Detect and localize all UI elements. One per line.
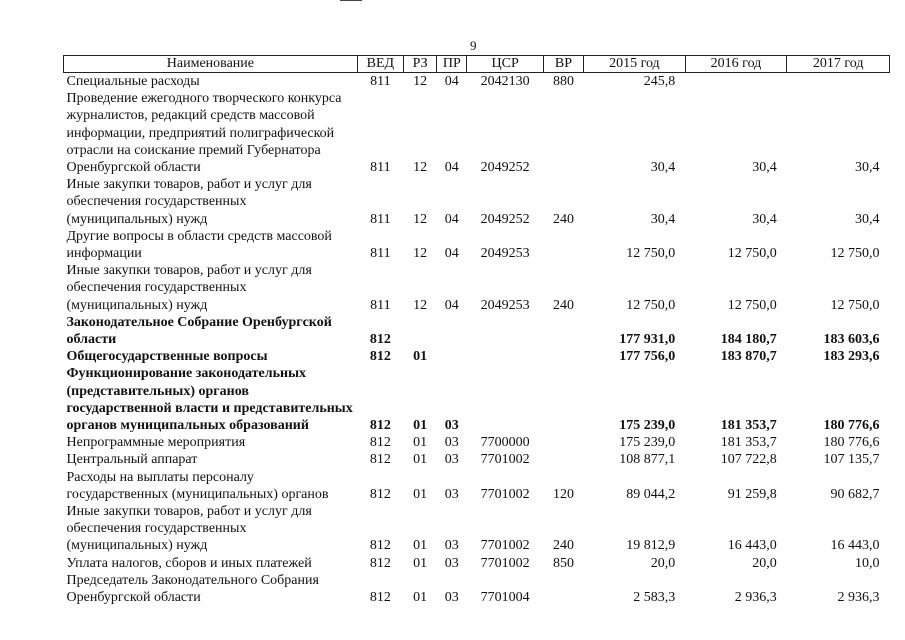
row-value-2017: 180 776,6 [823,435,880,451]
page-number: 9 [470,38,477,53]
row-rz: 12 [413,246,428,262]
row-value-2016: 183 870,7 [720,349,777,365]
row-value-2016: 16 443,0 [727,538,777,554]
row-value-2017: 107 135,7 [823,452,880,468]
row-pr: 03 [444,418,459,434]
row-csr: 2049253 [480,246,530,262]
row-vr: 850 [552,555,574,571]
row-value-2015: 177 756,0 [619,349,676,365]
row-value-2017: 16 443,0 [830,538,880,554]
row-csr [467,348,543,365]
row-value-2015: 245,8 [643,74,676,89]
row-name: Уплата налогов, сборов и иных платежей [66,555,312,571]
header-csr: ЦСР [467,56,543,73]
row-name: Проведение ежегодного творческого конкурса журналистов, редакций средств массовой информации, предприятий полиграфической отрасли на соискание премий Губернатора Оренбургской области [66,91,342,176]
row-name: Непрограммные мероприятия [66,435,246,451]
table-row [64,73,890,91]
table-row [64,176,890,228]
header-2017: 2017 год [787,56,890,73]
table-row [64,228,890,262]
table-row [64,451,890,468]
row-pr: 03 [444,538,459,554]
table-header-row [64,56,890,73]
row-value-2015: 2 583,3 [633,590,676,606]
row-ved: 812 [369,590,391,606]
row-vr: 240 [552,297,574,313]
row-value-2016: 181 353,7 [720,435,777,451]
header-2016: 2016 год [685,56,787,73]
row-csr: 2042130 [480,74,530,89]
row-pr: 04 [444,297,459,313]
row-name: Функционирование законодательных (представительных) органов государственной власти и представительных органов муниципальных образований [66,366,353,434]
row-value-2016: 2 936,3 [734,590,777,606]
row-vr [543,228,583,262]
row-ved: 811 [370,211,391,227]
row-csr: 7701002 [480,486,530,502]
row-rz: 01 [413,590,428,606]
row-value-2016 [685,73,787,91]
row-ved: 812 [369,418,391,434]
row-csr [467,365,543,434]
row-name: Общегосударственные вопросы [66,349,268,365]
row-pr: 04 [444,160,459,176]
table-row [64,262,890,314]
header-ved: ВЕД [357,56,403,73]
table-row [64,314,890,348]
table-row [64,503,890,555]
row-name: Иные закупки товаров, работ и услуг для обеспечения государственных (муниципальных) нужд [66,263,312,313]
row-value-2017: 30,4 [855,160,880,176]
row-rz: 01 [413,555,428,571]
header-name: Наименование [64,56,358,73]
row-value-2016: 20,0 [752,555,777,571]
row-value-2017: 180 776,6 [823,418,880,434]
row-csr: 7701002 [480,555,530,571]
row-rz: 01 [413,435,428,451]
row-value-2016: 12 750,0 [727,246,777,262]
table-row [64,365,890,434]
table-row [64,555,890,572]
row-vr: 120 [552,486,574,502]
row-value-2015: 19 812,9 [626,538,676,554]
row-value-2017: 10,0 [855,555,880,571]
row-value-2015: 89 044,2 [626,486,676,502]
table-body [64,73,890,607]
header-vr: ВР [543,56,583,73]
row-value-2017: 30,4 [855,211,880,227]
row-value-2016: 12 750,0 [727,297,777,313]
row-value-2016: 107 722,8 [720,452,777,468]
row-csr: 7701002 [480,452,530,468]
table-row [64,572,890,606]
row-name: Законодательное Собрание Оренбургской области [66,314,332,348]
row-value-2016: 184 180,7 [720,332,777,348]
row-value-2015: 175 239,0 [619,418,676,434]
row-ved: 812 [369,538,391,554]
row-csr: 2049252 [480,160,530,176]
row-value-2016: 91 259,8 [727,486,777,502]
row-ved: 811 [370,297,391,313]
row-pr: 03 [444,486,459,502]
row-vr [543,314,583,348]
row-value-2017 [787,73,890,91]
row-vr [543,451,583,468]
row-rz: 12 [413,74,428,89]
row-value-2015: 30,4 [650,211,676,227]
row-name: Иные закупки товаров, работ и услуг для обеспечения государственных (муниципальных) нужд [66,177,312,227]
row-pr: 04 [444,246,459,262]
row-rz: 01 [413,452,428,468]
row-ved: 812 [369,452,391,468]
row-csr: 2049253 [480,297,530,313]
row-ved: 812 [369,349,391,365]
row-ved: 811 [370,160,391,176]
header-2015: 2015 год [584,56,686,73]
row-name: Иные закупки товаров, работ и услуг для обеспечения государственных (муниципальных) нужд [66,504,312,554]
row-rz [404,314,437,348]
row-vr [543,365,583,434]
row-ved: 812 [369,332,391,348]
row-value-2017: 12 750,0 [830,297,880,313]
row-vr [543,90,583,176]
row-rz: 01 [413,418,428,434]
row-ved: 811 [370,74,391,89]
row-vr: 880 [552,74,574,89]
page-top-mark [340,0,362,1]
table-row [64,348,890,365]
row-value-2017: 2 936,3 [837,590,880,606]
row-value-2015: 12 750,0 [626,246,676,262]
row-vr: 240 [552,211,574,227]
row-value-2017: 90 682,7 [830,486,880,502]
row-name: Центральный аппарат [66,452,198,468]
row-value-2017: 183 293,6 [823,349,880,365]
row-name: Специальные расходы [66,74,200,89]
row-name: Председатель Законодательного Собрания Оренбургской области [66,572,319,606]
row-rz: 01 [413,349,428,365]
header-rz: РЗ [404,56,437,73]
budget-table [63,55,890,606]
row-value-2015: 175 239,0 [619,435,676,451]
row-name: Расходы на выплаты персоналу государственных (муниципальных) органов [66,469,329,502]
row-value-2017: 183 603,6 [823,332,880,348]
row-value-2016: 30,4 [752,211,777,227]
row-pr: 03 [444,555,459,571]
row-pr [437,348,467,365]
row-value-2015: 20,0 [650,555,676,571]
row-rz: 12 [413,211,428,227]
row-csr: 7701004 [480,590,530,606]
row-ved: 812 [369,555,391,571]
row-ved: 812 [369,486,391,502]
row-rz: 01 [413,486,428,502]
header-pr: ПР [437,56,467,73]
row-value-2016: 181 353,7 [720,418,777,434]
row-name: Другие вопросы в области средств массовой информации [66,228,332,262]
row-rz: 01 [413,538,428,554]
row-rz: 12 [413,160,428,176]
row-pr: 03 [444,452,459,468]
row-vr: 240 [552,538,574,554]
row-value-2016: 30,4 [752,160,777,176]
row-vr [543,572,583,606]
table-row [64,434,890,451]
row-value-2015: 108 877,1 [619,452,676,468]
row-value-2015: 12 750,0 [626,297,676,313]
row-pr [437,314,467,348]
row-csr: 2049252 [480,211,530,227]
row-pr: 03 [444,435,459,451]
row-csr: 7701002 [480,538,530,554]
row-value-2015: 177 931,0 [619,332,676,348]
row-csr [467,314,543,348]
row-pr: 04 [444,211,459,227]
row-rz: 12 [413,297,428,313]
row-pr: 03 [444,590,459,606]
row-ved: 812 [369,435,391,451]
row-value-2015: 30,4 [650,160,676,176]
table-row [64,90,890,176]
row-vr [543,434,583,451]
row-csr: 7700000 [480,435,530,451]
row-ved: 811 [370,246,391,262]
row-pr: 04 [444,74,459,89]
table-row [64,469,890,503]
row-value-2017: 12 750,0 [830,246,880,262]
row-vr [543,348,583,365]
